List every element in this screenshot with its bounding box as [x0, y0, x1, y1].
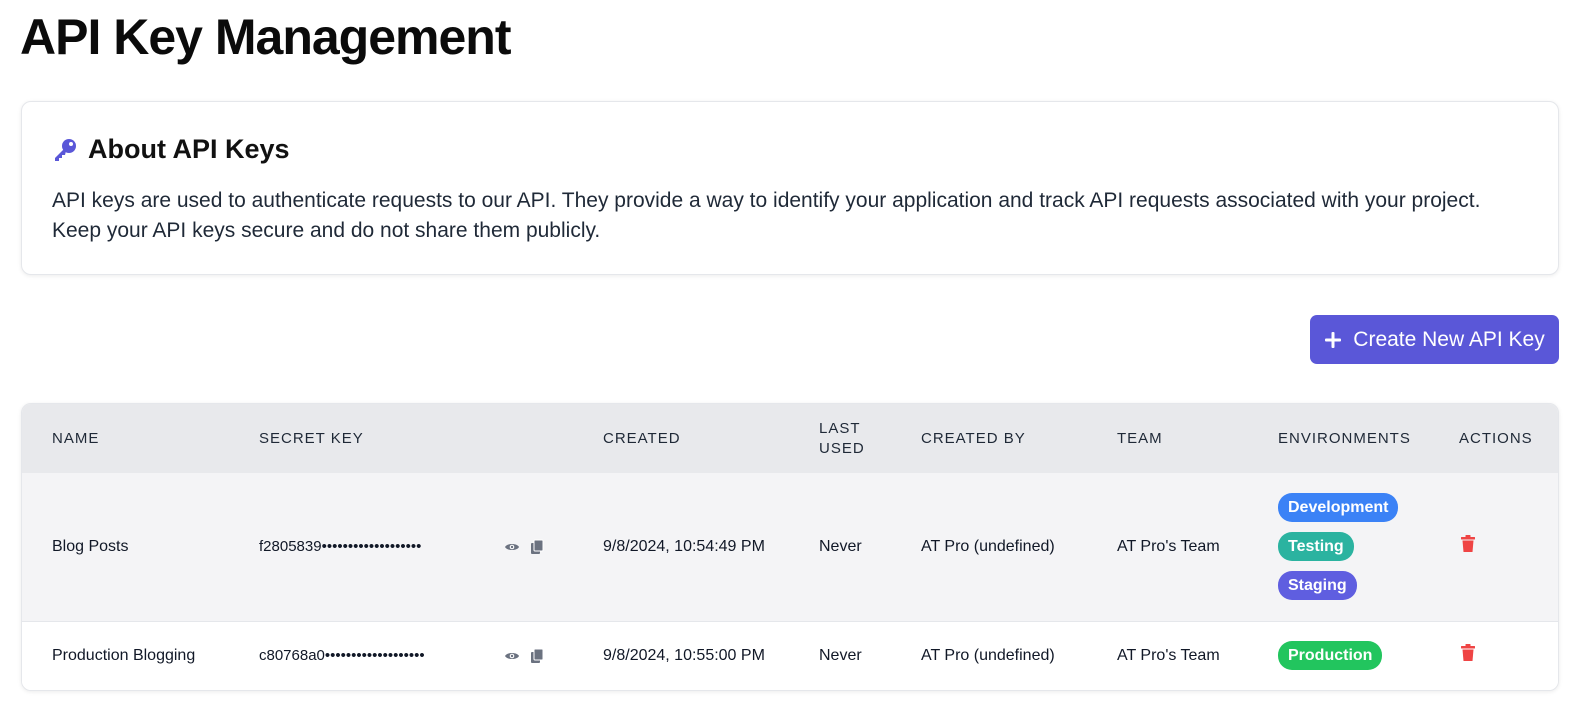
row-team: AT Pro's Team	[1117, 537, 1220, 555]
api-keys-table	[21, 403, 1559, 691]
copy-icon[interactable]	[529, 539, 545, 555]
row-secret-key: f2805839•••••••••••••••••••	[259, 538, 422, 556]
header-secret-key: SECRET KEY	[259, 429, 364, 447]
row-last-used: Never	[819, 537, 862, 555]
row-actions	[1459, 473, 1559, 621]
environment-badge: Testing	[1278, 532, 1354, 561]
row-secret-key-cell	[259, 621, 603, 690]
header-created-by: CREATED BY	[921, 429, 1026, 447]
row-team: AT Pro's Team	[1117, 646, 1220, 664]
row-created-by: AT Pro (undefined)	[921, 646, 1055, 664]
about-description: API keys are used to authenticate requests to our API. They provide a way to identify your application and track API requests associated with your project. Keep your API keys secure and do not share them publicly.	[52, 189, 1481, 242]
eye-icon[interactable]	[504, 648, 520, 664]
row-environments	[1278, 621, 1459, 690]
row-created: 9/8/2024, 10:55:00 PM	[603, 646, 765, 664]
header-environments: ENVIRONMENTS	[1278, 429, 1411, 447]
row-secret-key: c80768a0•••••••••••••••••••	[259, 647, 425, 665]
trash-icon[interactable]	[1460, 535, 1476, 553]
header-actions: ACTIONS	[1459, 429, 1533, 447]
copy-icon[interactable]	[529, 648, 545, 664]
key-icon	[52, 137, 78, 163]
environment-badge: Development	[1278, 493, 1398, 522]
row-actions	[1459, 621, 1559, 690]
environment-badge: Staging	[1278, 571, 1357, 600]
row-environments	[1278, 473, 1459, 621]
row-name: Blog Posts	[52, 537, 129, 555]
trash-icon[interactable]	[1460, 644, 1476, 662]
row-secret-key-cell	[259, 473, 603, 621]
plus-icon	[1324, 331, 1342, 349]
table-row	[22, 473, 1559, 621]
header-created: CREATED	[603, 429, 681, 447]
table-header-row	[22, 404, 1559, 473]
eye-icon[interactable]	[504, 539, 520, 555]
row-created-by: AT Pro (undefined)	[921, 537, 1055, 555]
row-last-used: Never	[819, 646, 862, 664]
page-title: API Key Management	[20, 9, 511, 65]
about-card	[21, 101, 1559, 275]
create-api-key-button[interactable]	[1310, 315, 1559, 364]
about-title: About API Keys	[88, 134, 290, 164]
header-team: TEAM	[1117, 429, 1163, 447]
row-name: Production Blogging	[52, 646, 196, 664]
header-last-used: LAST USED	[819, 419, 865, 457]
create-api-key-label: Create New API Key	[1353, 327, 1545, 351]
row-created: 9/8/2024, 10:54:49 PM	[603, 537, 765, 555]
about-header	[52, 134, 290, 165]
header-name: NAME	[52, 429, 100, 447]
table-row	[22, 621, 1559, 690]
environment-badge: Production	[1278, 641, 1382, 670]
